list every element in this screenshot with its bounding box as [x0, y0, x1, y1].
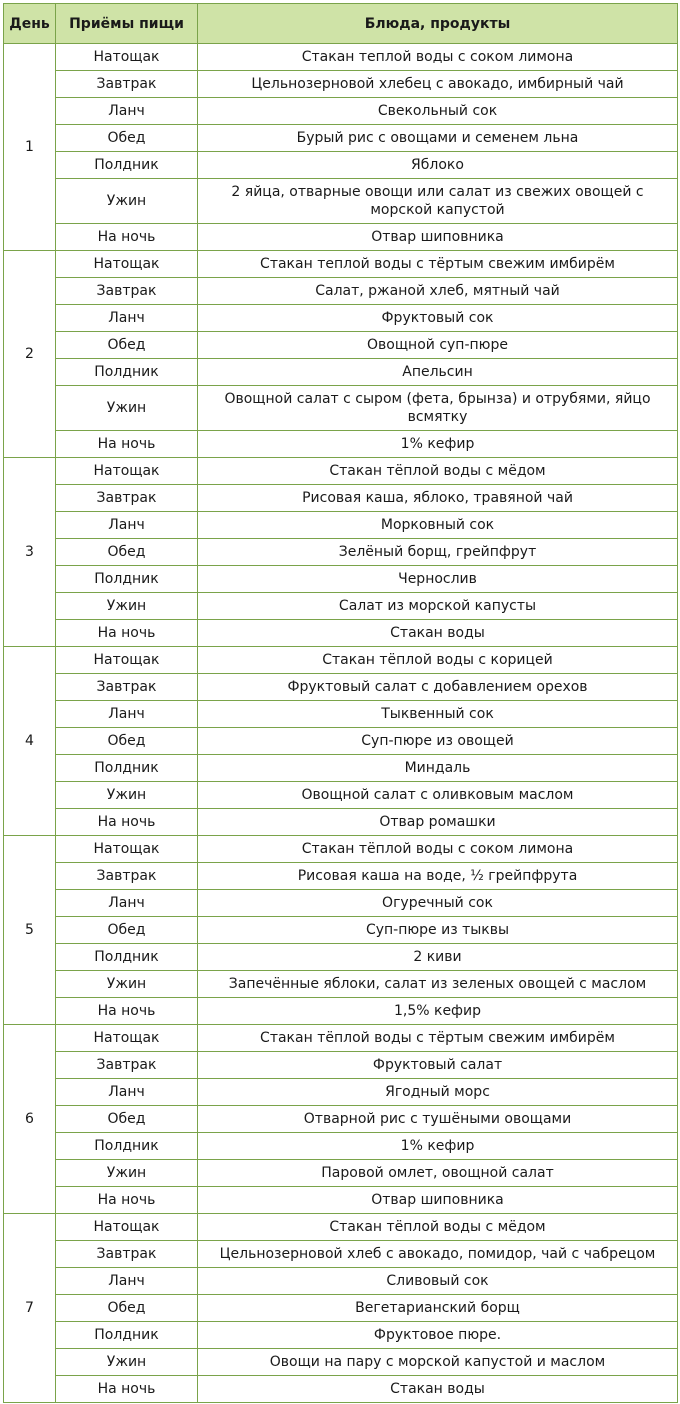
dish-cell: Стакан тёплой воды с мёдом — [198, 1214, 678, 1241]
day-number: 7 — [4, 1214, 56, 1403]
meal-cell: Завтрак — [56, 278, 198, 305]
table-row — [4, 701, 678, 728]
dish-cell: Овощной суп-пюре — [198, 332, 678, 359]
table-row — [4, 98, 678, 125]
meal-cell: Ланч — [56, 1268, 198, 1295]
table-row — [4, 458, 678, 485]
table-row — [4, 152, 678, 179]
meal-cell: Обед — [56, 1295, 198, 1322]
table-row — [4, 674, 678, 701]
meal-cell: Обед — [56, 125, 198, 152]
table-row — [4, 1349, 678, 1376]
table-row — [4, 944, 678, 971]
meal-cell: Ланч — [56, 512, 198, 539]
table-row — [4, 431, 678, 458]
dish-cell: Фруктовое пюре. — [198, 1322, 678, 1349]
table-row — [4, 1079, 678, 1106]
dish-cell: Суп-пюре из овощей — [198, 728, 678, 755]
meal-cell: Обед — [56, 332, 198, 359]
table-row — [4, 71, 678, 98]
table-row — [4, 1214, 678, 1241]
dish-cell: Суп-пюре из тыквы — [198, 917, 678, 944]
dish-cell: Стакан воды — [198, 1376, 678, 1403]
table-row — [4, 179, 678, 224]
dish-cell: Зелёный борщ, грейпфрут — [198, 539, 678, 566]
table-row — [4, 782, 678, 809]
meal-cell: Натощак — [56, 836, 198, 863]
table-row — [4, 971, 678, 998]
header-day: День — [4, 4, 56, 44]
dish-cell: Ягодный морс — [198, 1079, 678, 1106]
meal-cell: Завтрак — [56, 1052, 198, 1079]
meal-cell: Ланч — [56, 890, 198, 917]
dish-cell: Запечённые яблоки, салат из зеленых овощей с маслом — [198, 971, 678, 998]
meal-cell: Ланч — [56, 701, 198, 728]
meal-cell: Полдник — [56, 1133, 198, 1160]
table-row — [4, 125, 678, 152]
header-row — [4, 4, 678, 44]
table-row — [4, 1241, 678, 1268]
table-row — [4, 278, 678, 305]
dish-cell: Стакан воды — [198, 620, 678, 647]
dish-cell: Овощи на пару с морской капустой и маслом — [198, 1349, 678, 1376]
dish-cell: Салат, ржаной хлеб, мятный чай — [198, 278, 678, 305]
dish-cell: Огуречный сок — [198, 890, 678, 917]
table-row — [4, 1187, 678, 1214]
dish-cell: Стакан теплой воды с тёртым свежим имбирём — [198, 251, 678, 278]
day-number: 2 — [4, 251, 56, 458]
table-row — [4, 755, 678, 782]
table-row — [4, 1052, 678, 1079]
dish-cell: Отварной рис с тушёными овощами — [198, 1106, 678, 1133]
meal-cell: Ужин — [56, 593, 198, 620]
meal-cell: Обед — [56, 728, 198, 755]
meal-cell: Натощак — [56, 44, 198, 71]
table-row — [4, 863, 678, 890]
dish-cell: Салат из морской капусты — [198, 593, 678, 620]
header-dish: Блюда, продукты — [198, 4, 678, 44]
dish-cell: Отвар шиповника — [198, 1187, 678, 1214]
table-row — [4, 359, 678, 386]
table-row — [4, 1106, 678, 1133]
meal-cell: Завтрак — [56, 1241, 198, 1268]
table-row — [4, 1295, 678, 1322]
dish-cell: Отвар шиповника — [198, 224, 678, 251]
dish-cell: Сливовый сок — [198, 1268, 678, 1295]
dish-cell: 1% кефир — [198, 1133, 678, 1160]
table-row — [4, 1376, 678, 1403]
meal-cell: Натощак — [56, 647, 198, 674]
table-row — [4, 728, 678, 755]
meal-cell: Ужин — [56, 1349, 198, 1376]
dish-cell: Фруктовый салат — [198, 1052, 678, 1079]
meal-cell: Ланч — [56, 305, 198, 332]
table-row — [4, 386, 678, 431]
meal-cell: На ночь — [56, 998, 198, 1025]
table-row — [4, 890, 678, 917]
day-number: 4 — [4, 647, 56, 836]
dish-cell: 2 яйца, отварные овощи или салат из свежих овощей с морской капустой — [198, 179, 678, 224]
meal-cell: Полдник — [56, 755, 198, 782]
meal-cell: На ночь — [56, 1187, 198, 1214]
meal-cell: Ужин — [56, 782, 198, 809]
table-row — [4, 593, 678, 620]
meal-cell: Ужин — [56, 179, 198, 224]
dish-cell: Стакан тёплой воды с корицей — [198, 647, 678, 674]
meal-cell: На ночь — [56, 809, 198, 836]
dish-cell: Цельнозерновой хлеб с авокадо, помидор, чай с чабрецом — [198, 1241, 678, 1268]
meal-cell: Ужин — [56, 1160, 198, 1187]
dish-cell: Чернослив — [198, 566, 678, 593]
meal-cell: Завтрак — [56, 674, 198, 701]
dish-cell: Яблоко — [198, 152, 678, 179]
meal-cell: Натощак — [56, 251, 198, 278]
table-row — [4, 251, 678, 278]
meal-cell: Полдник — [56, 566, 198, 593]
dish-cell: Тыквенный сок — [198, 701, 678, 728]
dish-cell: Стакан тёплой воды с соком лимона — [198, 836, 678, 863]
table-row — [4, 539, 678, 566]
dish-cell: Апельсин — [198, 359, 678, 386]
table-row — [4, 1025, 678, 1052]
dish-cell: Овощной салат с оливковым маслом — [198, 782, 678, 809]
dish-cell: Фруктовый салат с добавлением орехов — [198, 674, 678, 701]
header-meal: Приёмы пищи — [56, 4, 198, 44]
menu-body — [4, 44, 678, 1403]
dish-cell: Фруктовый сок — [198, 305, 678, 332]
dish-cell: Миндаль — [198, 755, 678, 782]
meal-cell: Завтрак — [56, 71, 198, 98]
meal-cell: На ночь — [56, 620, 198, 647]
dish-cell: Паровой омлет, овощной салат — [198, 1160, 678, 1187]
meal-cell: Завтрак — [56, 863, 198, 890]
meal-cell: Натощак — [56, 1214, 198, 1241]
meal-cell: Обед — [56, 917, 198, 944]
dish-cell: Рисовая каша на воде, ½ грейпфрута — [198, 863, 678, 890]
table-row — [4, 1133, 678, 1160]
dish-cell: Стакан тёплой воды с мёдом — [198, 458, 678, 485]
day-number: 1 — [4, 44, 56, 251]
meal-cell: Ланч — [56, 1079, 198, 1106]
meal-cell: Завтрак — [56, 485, 198, 512]
table-row — [4, 1322, 678, 1349]
table-row — [4, 332, 678, 359]
dish-cell: 1,5% кефир — [198, 998, 678, 1025]
dish-cell: Отвар ромашки — [198, 809, 678, 836]
table-row — [4, 917, 678, 944]
table-row — [4, 647, 678, 674]
dish-cell: 1% кефир — [198, 431, 678, 458]
diet-menu-table — [3, 3, 678, 1403]
day-number: 3 — [4, 458, 56, 647]
dish-cell: Рисовая каша, яблоко, травяной чай — [198, 485, 678, 512]
table-row — [4, 1160, 678, 1187]
table-row — [4, 809, 678, 836]
meal-cell: Обед — [56, 1106, 198, 1133]
dish-cell: Овощной салат с сыром (фета, брынза) и отрубями, яйцо всмятку — [198, 386, 678, 431]
dish-cell: 2 киви — [198, 944, 678, 971]
meal-cell: Обед — [56, 539, 198, 566]
table-row — [4, 485, 678, 512]
dish-cell: Цельнозерновой хлебец с авокадо, имбирный чай — [198, 71, 678, 98]
table-row — [4, 512, 678, 539]
meal-cell: Полдник — [56, 359, 198, 386]
meal-cell: На ночь — [56, 1376, 198, 1403]
table-row — [4, 566, 678, 593]
meal-cell: Натощак — [56, 1025, 198, 1052]
dish-cell: Стакан тёплой воды с тёртым свежим имбирём — [198, 1025, 678, 1052]
meal-cell: Ланч — [56, 98, 198, 125]
table-row — [4, 620, 678, 647]
dish-cell: Свекольный сок — [198, 98, 678, 125]
meal-cell: Полдник — [56, 1322, 198, 1349]
meal-cell: На ночь — [56, 224, 198, 251]
table-row — [4, 305, 678, 332]
meal-cell: Ужин — [56, 386, 198, 431]
meal-cell: Полдник — [56, 944, 198, 971]
meal-cell: Натощак — [56, 458, 198, 485]
dish-cell: Морковный сок — [198, 512, 678, 539]
dish-cell: Стакан теплой воды с соком лимона — [198, 44, 678, 71]
meal-cell: Ужин — [56, 971, 198, 998]
day-number: 5 — [4, 836, 56, 1025]
table-row — [4, 1268, 678, 1295]
table-row — [4, 836, 678, 863]
table-row — [4, 44, 678, 71]
meal-cell: На ночь — [56, 431, 198, 458]
dish-cell: Вегетарианский борщ — [198, 1295, 678, 1322]
dish-cell: Бурый рис с овощами и семенем льна — [198, 125, 678, 152]
meal-cell: Полдник — [56, 152, 198, 179]
table-row — [4, 998, 678, 1025]
day-number: 6 — [4, 1025, 56, 1214]
table-row — [4, 224, 678, 251]
